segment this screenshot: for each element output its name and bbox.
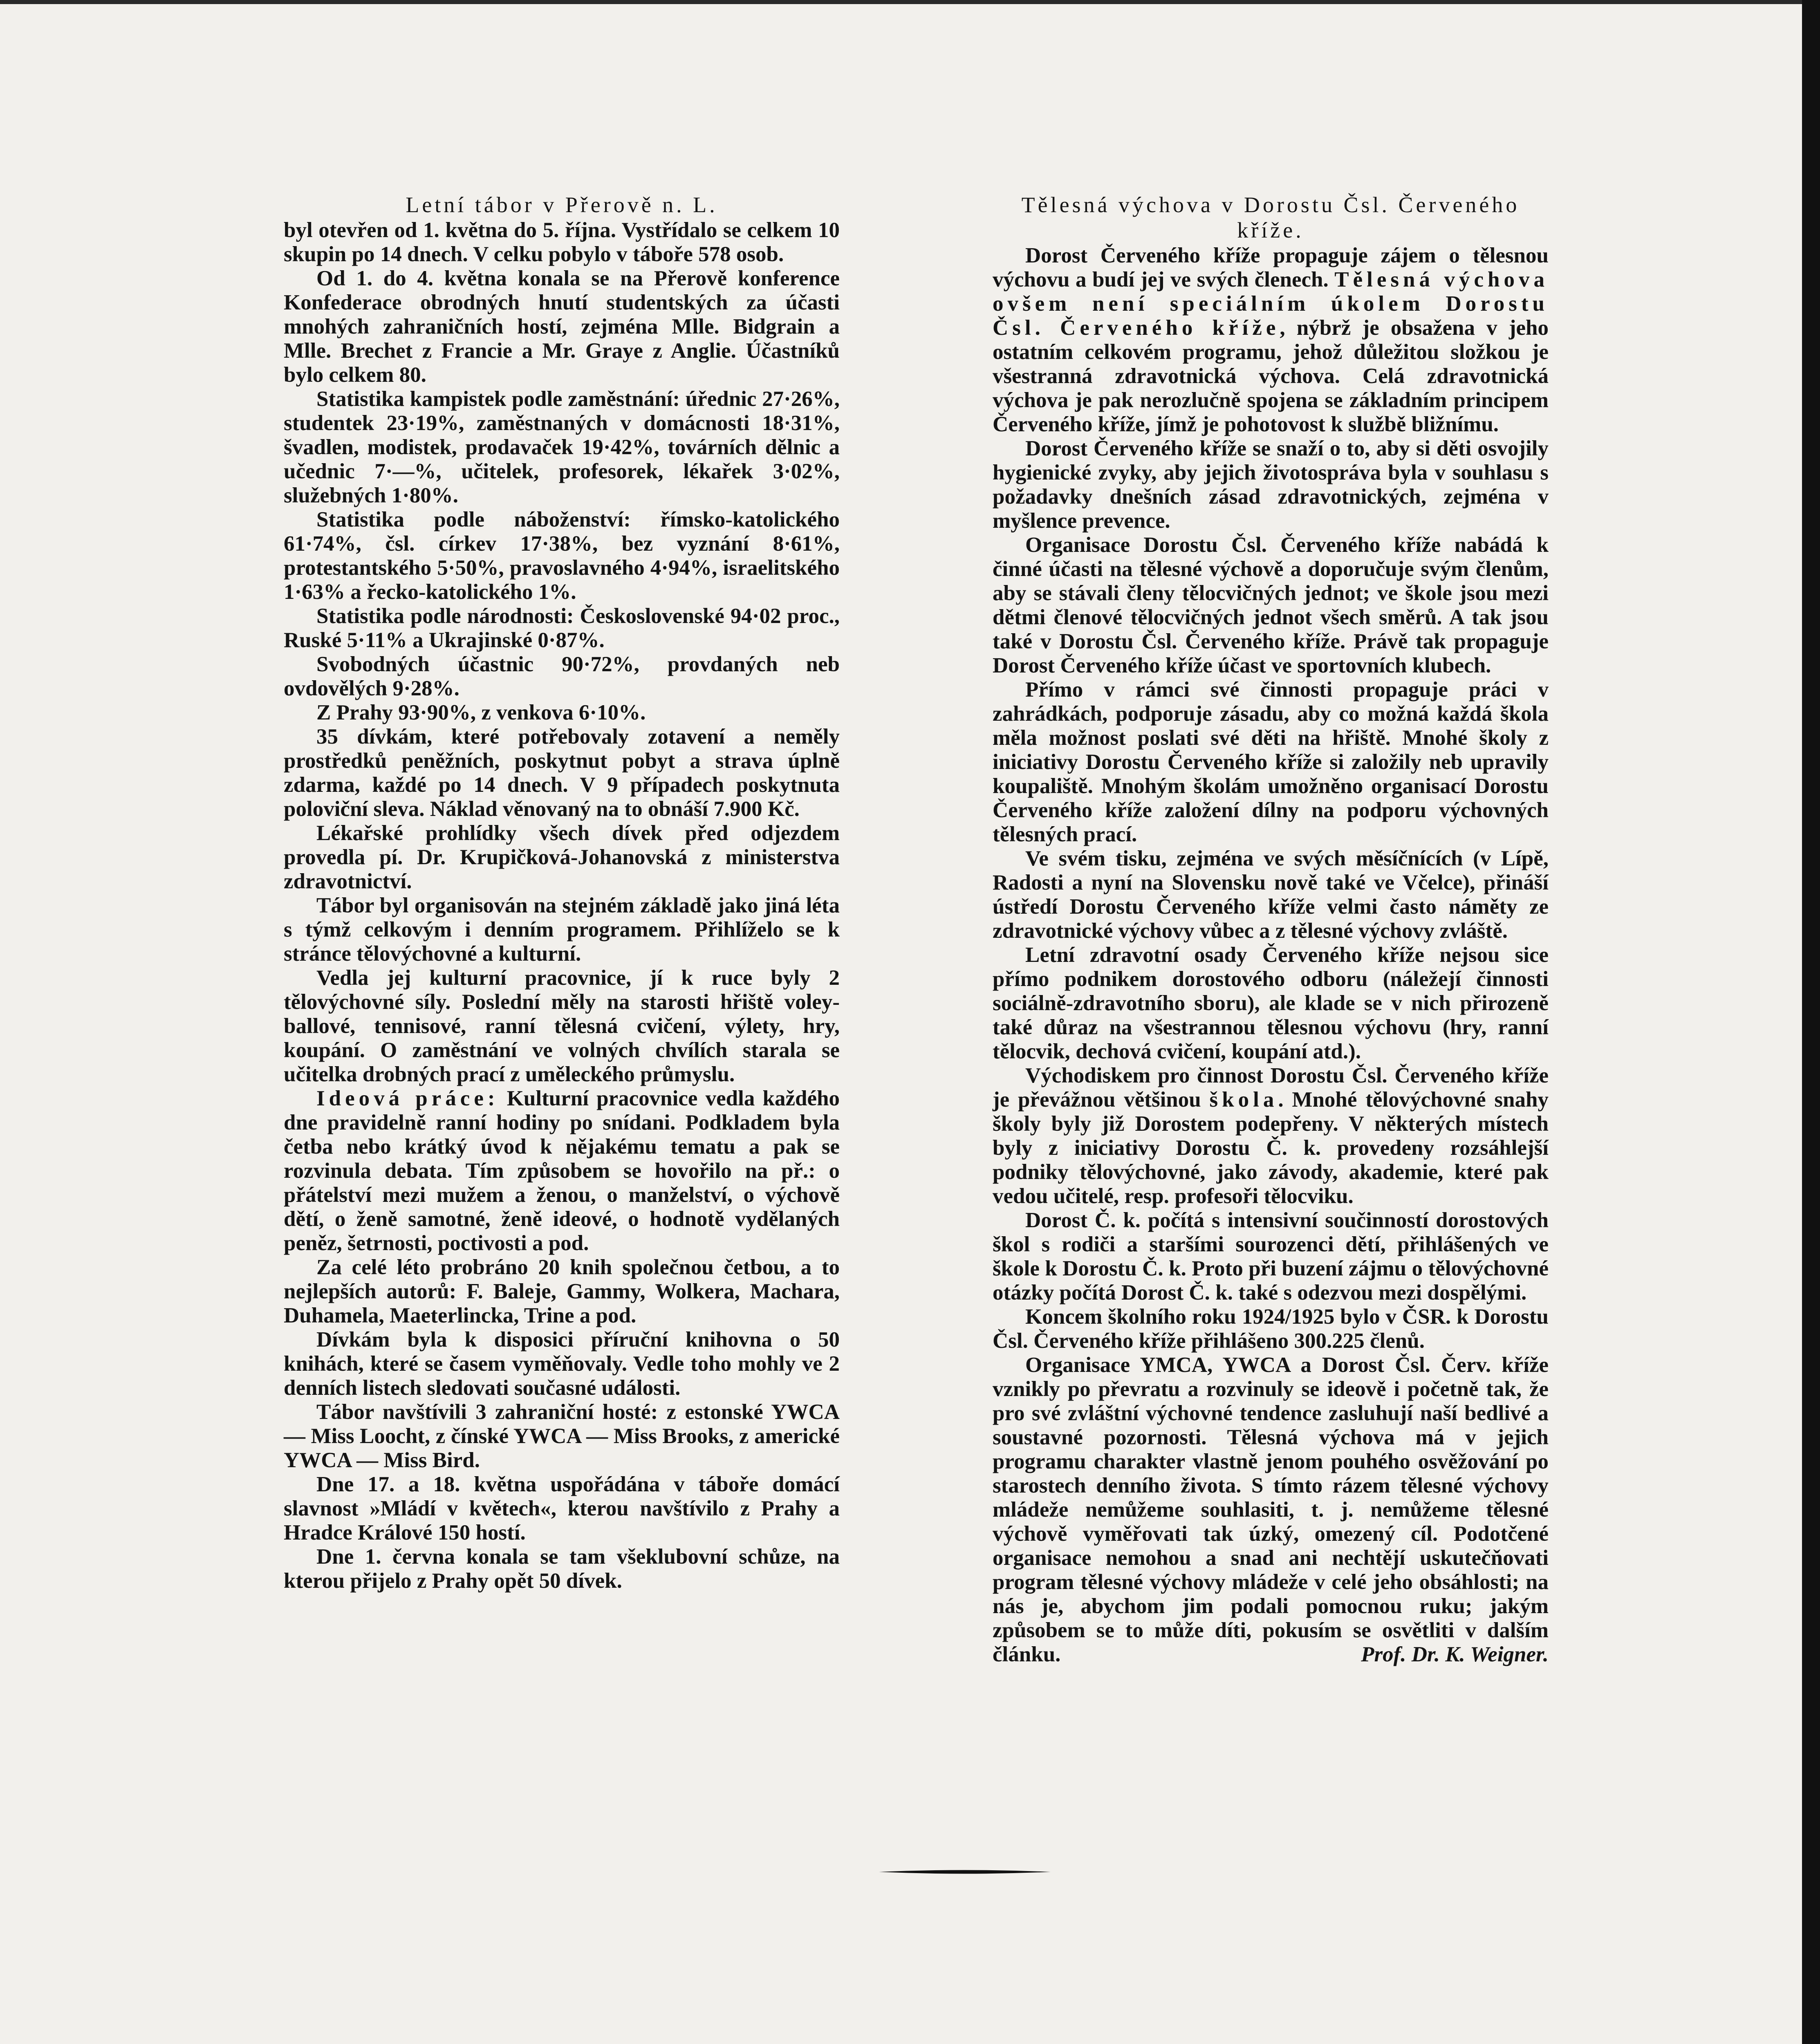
vychodiskem-spaced-text: škola bbox=[1209, 1088, 1278, 1112]
right-column bbox=[993, 192, 1549, 1667]
right-column-title: Tělesná výchova v Dorostu Čsl. Červeného kříže. bbox=[1021, 193, 1520, 242]
left-paragraph: Dne 17. a 18. května uspořádána v táboře domácí slavnost »Mládí v květech«, kterou navštívilo z Prahy a Hradce Králové 150 hostí. bbox=[284, 1472, 840, 1544]
left-paragraph: Dne 1. června konala se tam všeklubovní schůze, na kterou přijelo z Prahy opět 50 dívek. bbox=[284, 1545, 840, 1593]
right-paragraph: Organisace Dorostu Čsl. Červeného kříže nabádá k činné účasti na tělesné výchově a doporučuje svým členům, aby se stávali členy tělocvičných jednot; ve škole jsou mezi dětmi členové tělocvičných jednot všech směrů. A tak jsou také v Dorostu Čsl. Červeného kříže. Právě tak propaguje Dorost Červeného kříže účast ve sportovních klubech. bbox=[993, 533, 1549, 677]
ideova-prace-paragraph bbox=[284, 1087, 840, 1255]
closing-ornament-rule bbox=[879, 1867, 1051, 1876]
left-column bbox=[284, 192, 840, 1593]
right-paragraph: Letní zdravotní osady Červeného kříže nejsou sice přímo podnikem dorostového odboru (náležejí činnosti sociálně-zdravotního sboru), ale klade se v nich přirozeně také důraz na všestrannou tělesnou výchovu (hry, ranní tělocvik, dechová cvičení, koupání atd.). bbox=[993, 943, 1549, 1063]
right-intro-text-c: , nýbrž je obsažena v jeho ostatním celkovém programu, jehož důležitou složkou je všestranná zdravotnická výchova. Celá zdravotnická výchova je pak nerozlučně spojena se základním principem Červeného kříže, jímž je pohotovost k službě bližnímu. bbox=[993, 316, 1549, 436]
left-paragraph: Z Prahy 93·90%, z venkova 6·10%. bbox=[316, 701, 646, 724]
left-paragraph: Dívkám byla k disposici příruční knihovna o 50 knihách, které se časem vyměňovaly. Vedle toho mohly ve 2 denních listech sledovati současné události. bbox=[284, 1328, 840, 1400]
right-paragraph: Koncem školního roku 1924/1925 bylo v ČSR. k Dorostu Čsl. Červeného kříže přihlášeno 300.225 členů. bbox=[993, 1305, 1549, 1353]
right-intro-spaced-text: Tělesná výchova ovšem není speciálním úkolem Dorostu Čsl. Červeného kříže bbox=[993, 268, 1549, 340]
right-paragraph: Dorost Červeného kříže se snaží o to, aby si děti osvojily hygienické zvyky, aby jejich životospráva byla v souhlasu s požadavky dnešních zásad zdravotnických, zejména v myšlence prevence. bbox=[993, 437, 1549, 533]
left-paragraph: Vedla jej kulturní pracovnice, jí k ruce byly 2 tělovýchovné síly. Poslední měly na starosti hřiště voley-ballové, tennisové, ranní tělesná cvičení, výlety, hry, koupání. O zaměstnání ve volných chvílích starala se učitelka drobných prací z uměleckého průmyslu. bbox=[284, 966, 840, 1086]
left-paragraph: Statistika kampistek podle zaměstnání: úřednic 27·26%, studentek 23·19%, zaměstnaných v domácnosti 18·31%, švadlen, modistek, prodavaček 19·42%, továrních dělnic a učednic 7·—%, učitelek, profesorek, lékařek 3·02%, služebných 1·80%. bbox=[284, 387, 840, 507]
left-paragraph: Statistika podle náboženství: římsko-katolického 61·74%, čsl. církev 17·38%, bez vyznání 8·61%, protestantského 5·50%, pravoslavného 4·94%, israelitského 1·63% a řecko-katolického 1%. bbox=[284, 508, 840, 604]
left-paragraph: 35 dívkám, které potřebovaly zotavení a neměly prostředků peněžních, poskytnut pobyt a strava úplně zdarma, každé po 14 dnech. V 9 případech poskytnuta poloviční sleva. Náklad věnovaný na to obnáší 7.900 Kč. bbox=[284, 725, 840, 821]
left-paragraph: Od 1. do 4. května konala se na Přerově konference Konfederace obrodných hnutí studentských za účasti mnohých zahraničních hostí, zejména Mlle. Bidgrain a Mlle. Brechet z Francie a Mr. Graye z Anglie. Účastníků bylo celkem 80. bbox=[284, 267, 840, 387]
author-signature: Prof. Dr. K. Weigner. bbox=[1361, 1643, 1549, 1666]
vychodiskem-text-a: Východiskem pro činnost Dorostu Čsl. Červeného kříže je převážnou většinou bbox=[993, 1064, 1549, 1112]
left-paragraph: Tábor navštívili 3 zahraniční hosté: z estonské YWCA — Miss Loocht, z čínské YWCA — Miss Brooks, z americké YWCA — Miss Bird. bbox=[284, 1400, 840, 1472]
left-column-title: Letní tábor v Přerově n. L. bbox=[406, 193, 718, 217]
scan-edge-top bbox=[0, 0, 1820, 4]
left-paragraph: Tábor byl organisován na stejném základě jako jiná léta s týmž celkovým i denním programem. Přihlíželo se k stránce tělovýchovné a kulturní. bbox=[284, 894, 840, 966]
right-paragraph: Ve svém tisku, zejména ve svých měsíčnících (v Lípě, Radosti a nyní na Slovensku nově také ve Včelce), přináší ústředí Dorostu Červeného kříže velmi často náměty ze zdravotnické výchovy vůbec a z tělesné výchovy zvláště. bbox=[993, 847, 1549, 943]
ideova-prace-text: Kulturní pracovnice vedla každého dne pravidelně ranní hodiny po snídani. Podkladem byla četba nebo krátký úvod k nějakému tematu a pak se rozvinula debata. Tím způsobem se hovořilo na př.: o přátelství mezi mužem a ženou, o manželství, o výchově dětí, o ženě samotné, ženě ideové, o hodnotě vydělaných peněz, šetrnosti, poctivosti a pod. bbox=[284, 1087, 840, 1255]
left-paragraph: byl otevřen od 1. května do 5. října. Vystřídalo se celkem 10 skupin po 14 dnech. V celku pobylo v táboře 578 osob. bbox=[284, 218, 840, 266]
scan-edge-right bbox=[1802, 0, 1820, 2044]
left-paragraph: Za celé léto probráno 20 knih společnou četbou, a to nejlepších autorů: F. Baleje, Gammy, Wolkera, Machara, Duhamela, Maeterlincka, Trine a pod. bbox=[284, 1255, 840, 1327]
right-intro-text-a: Dorost Červeného kříže propaguje zájem o tělesnou výchovu a budí jej ve svých členech. bbox=[993, 244, 1549, 291]
right-paragraph: Přímo v rámci své činnosti propaguje práci v zahrádkách, podporuje zásadu, aby co možná každá škola měla možnost poslati své děti na hřiště. Mnohé školy z iniciativy Dorostu Červeného kříže si založily neb upravily koupaliště. Mnohým školám umožněno organisací Dorostu Červeného kříže založení dílny na podporu výchovných tělesných prací. bbox=[993, 678, 1549, 846]
vychodiskem-paragraph bbox=[993, 1064, 1549, 1208]
ideova-prace-label: Ideová práce: bbox=[316, 1087, 499, 1110]
right-paragraph: Organisace YMCA, YWCA a Dorost Čsl. Červ. kříže vznikly po převratu a rozvinuly se ideově i početně tak, že pro své zvláštní výchovné tendence zasluhují naší bedlivé a soustavné pozornosti. Tělesná výchova má v jejich programu charakter vlastně jenom pouhého osvěžování po starostech denního života. S tímto rázem tělesné výchovy mládeže nemůžeme souhlasiti, t. j. nemůžeme tělesné výchově vyměřovati tak úzký, omezený cíl. Podotčené organisace nemohou a snad ani nechtějí uskutečňovati program tělesné výchovy mládeže v celé jeho obsáhlosti; na nás je, abychom jim podali pomocnou ruku; jakým způsobem se to může díti, pokusím se osvětliti v dalším článku. bbox=[993, 1353, 1549, 1666]
left-paragraph: Lékařské prohlídky všech dívek před odjezdem provedla pí. Dr. Krupičková-Johanovská z ministerstva zdravotnictví. bbox=[284, 821, 840, 893]
left-paragraph: Statistika podle národnosti: Československé 94·02 proc., Ruské 5·11% a Ukrajinské 0·87%. bbox=[284, 604, 840, 652]
right-intro-paragraph bbox=[993, 244, 1549, 437]
left-paragraph: Svobodných účastnic 90·72%, provdaných neb ovdovělých 9·28%. bbox=[284, 652, 840, 700]
right-paragraph: Dorost Č. k. počítá s intensivní součinností dorostových škol s rodiči a staršími sourozenci dětí, přihlášených ve škole k Dorostu Č. k. Proto při buzení zájmu o tělovýchovné otázky počítá Dorost Č. k. také s odezvou mezi dospělými. bbox=[993, 1208, 1549, 1304]
vychodiskem-text-c: . Mnohé tělovýchovné snahy školy byly již Dorostem podepřeny. V některých místech byly z iniciativy Dorostu Č. k. provedeny rozsáhlejší podniky tělovýchovné, jako závody, akademie, které pak vedou učitelé, resp. profesoři tělocviku. bbox=[993, 1088, 1549, 1208]
